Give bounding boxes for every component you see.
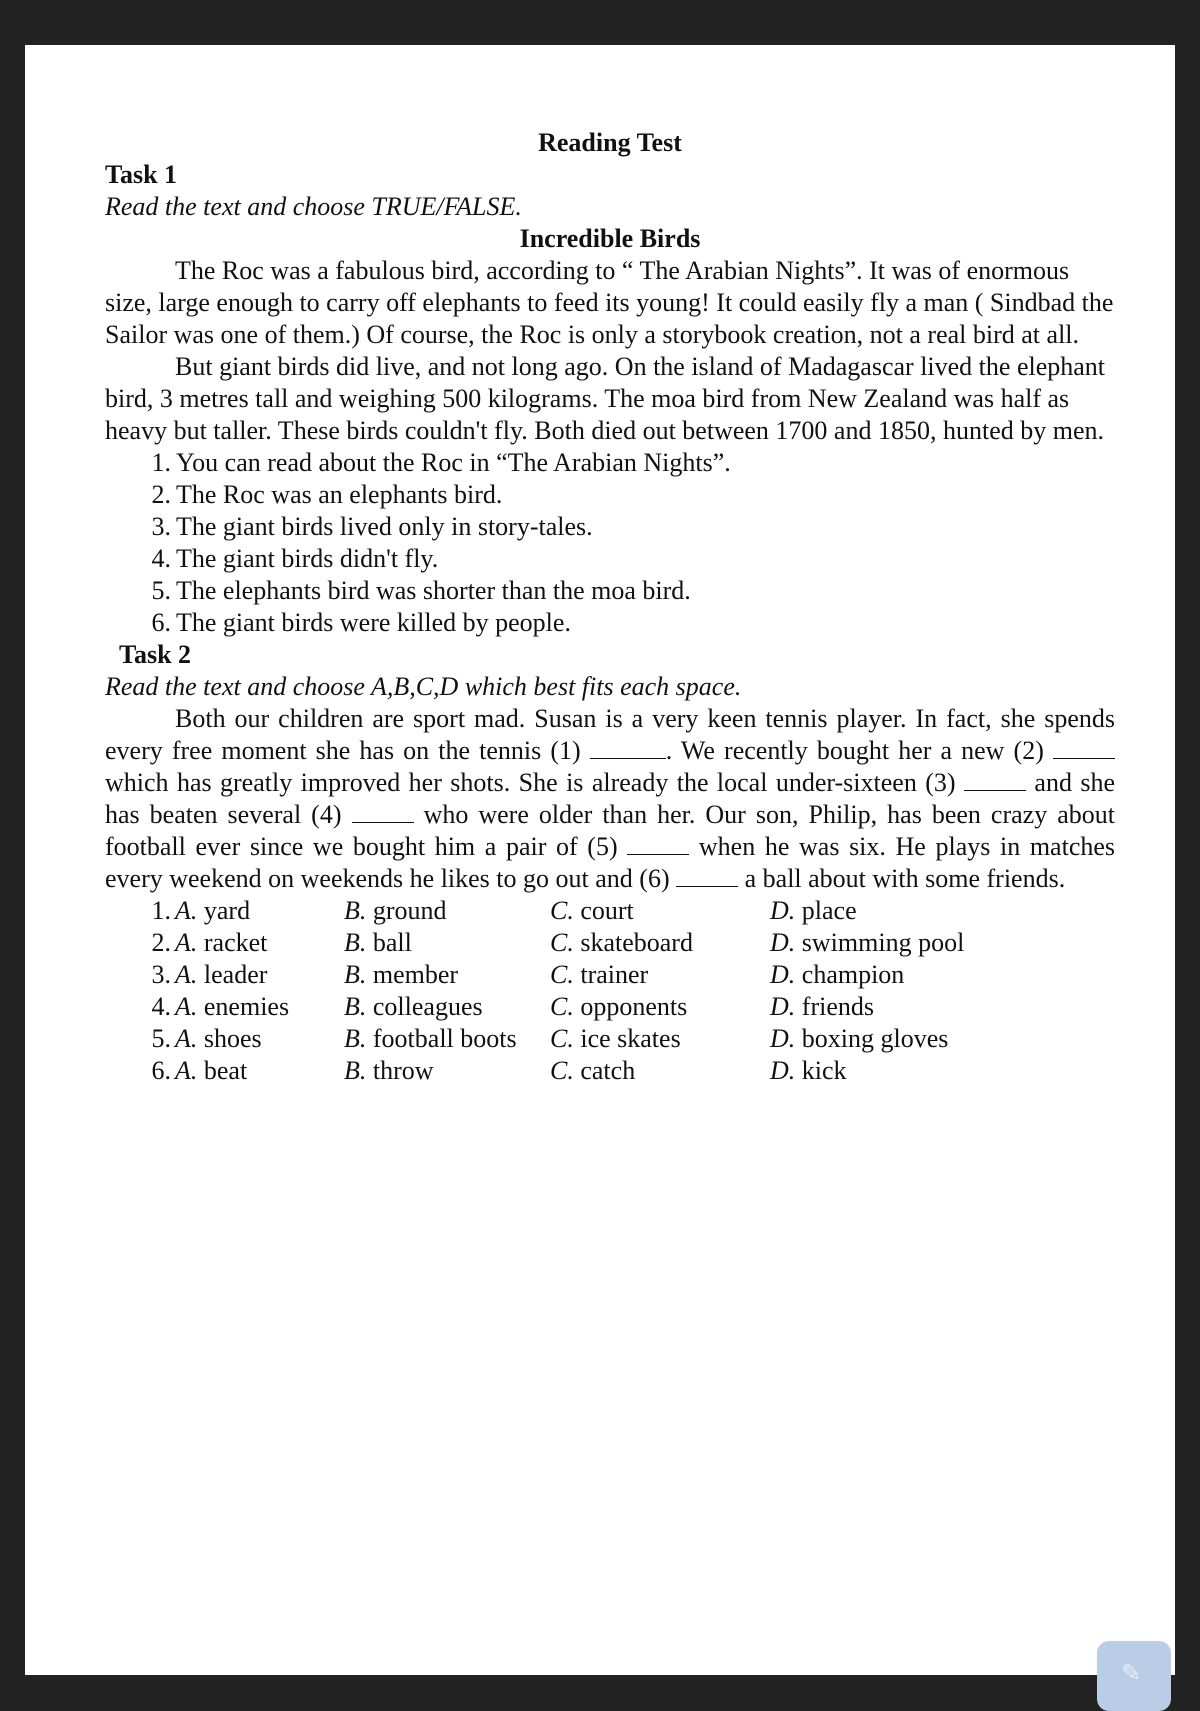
- option-a: [175, 1055, 344, 1087]
- edit-pencil-icon: ✎: [1121, 1659, 1142, 1687]
- question-number: 4.: [151, 992, 171, 1021]
- page-title: Reading Test: [538, 128, 682, 157]
- answer-blank-3: [964, 768, 1026, 791]
- statement-item: [105, 575, 1115, 607]
- option-b: [344, 895, 550, 927]
- passage-segment: and she has beaten several (4): [105, 768, 1116, 829]
- option-a: [175, 927, 344, 959]
- option-letter: B.: [344, 928, 367, 957]
- option-letter: D.: [770, 896, 796, 925]
- option-a: [175, 991, 344, 1023]
- answer-blank-5: [627, 832, 689, 855]
- option-letter: A.: [175, 928, 198, 957]
- option-d: [770, 959, 1030, 991]
- option-text: leader: [203, 960, 268, 989]
- option-letter: B.: [344, 960, 367, 989]
- option-letter: B.: [344, 1056, 367, 1085]
- answer-options-table: [105, 895, 1115, 1087]
- option-text: colleagues: [372, 992, 483, 1021]
- option-d: [770, 1023, 1030, 1055]
- option-text: swimming pool: [801, 928, 965, 957]
- passage-segment: who were older than her. Our son, Philip, has been crazy about football ever since we bought him a pair of (5): [105, 800, 1115, 861]
- option-a: [175, 895, 344, 927]
- statement-item: [105, 511, 1115, 543]
- statement-item: [105, 447, 1115, 479]
- option-text: football boots: [372, 1024, 517, 1053]
- options-row: [105, 927, 1115, 959]
- task2-heading: Task 2: [119, 640, 192, 669]
- task1-instruction: Read the text and choose TRUE/FALSE.: [105, 192, 522, 221]
- options-row: [105, 991, 1115, 1023]
- passage-segment: a ball about with some friends.: [744, 864, 1066, 893]
- option-text: court: [580, 896, 634, 925]
- option-text: member: [372, 960, 459, 989]
- option-text: trainer: [580, 960, 649, 989]
- passage-segment: which has greatly improved her shots. She is already the local under-sixteen (3): [105, 768, 956, 797]
- option-text: beat: [203, 1056, 248, 1085]
- gap-fill-passage: [105, 703, 1115, 895]
- question-number: 6.: [151, 1056, 171, 1085]
- option-letter: C.: [550, 928, 574, 957]
- option-letter: C.: [550, 1056, 574, 1085]
- question-number: 2.: [151, 928, 171, 957]
- option-c: [550, 991, 770, 1023]
- option-d: [770, 895, 1030, 927]
- document-content: [105, 127, 1115, 1087]
- edit-floating-button[interactable]: [1097, 1641, 1171, 1711]
- option-letter: B.: [344, 992, 367, 1021]
- statement-item: [105, 607, 1115, 639]
- statement-text: The elephants bird was shorter than the moa bird.: [176, 576, 691, 605]
- statement-number: 2.: [151, 480, 171, 509]
- option-letter: B.: [344, 1024, 367, 1053]
- statement-list: [105, 447, 1115, 639]
- option-letter: A.: [175, 1056, 198, 1085]
- option-letter: C.: [550, 896, 574, 925]
- option-b: [344, 959, 550, 991]
- passage-segment: when he was six. He plays in matches every weekend on weekends he likes to go out and (6): [105, 832, 1116, 893]
- option-c: [550, 1023, 770, 1055]
- statement-number: 4.: [151, 544, 171, 573]
- paragraph-1: The Roc was a fabulous bird, according to “ The Arabian Nights”. It was of enormous size, large enough to carry off elephants to feed its young! It could easily fly a man ( Sindbad the Sailor was one of them.) Of course, the Roc is only a storybook creation, not a real bird at all.: [105, 256, 1114, 349]
- passage-segment: Both our children are sport mad. Susan is a very keen tennis player. In fact, she spends every free moment she has on the tennis (1): [105, 704, 1115, 765]
- answer-blank-2: [1053, 736, 1115, 759]
- question-number: 1.: [151, 896, 171, 925]
- option-text: racket: [203, 928, 268, 957]
- option-text: champion: [801, 960, 905, 989]
- options-row: [105, 959, 1115, 991]
- statement-number: 3.: [151, 512, 171, 541]
- statement-text: The giant birds lived only in story-tales.: [176, 512, 593, 541]
- option-text: ball: [372, 928, 412, 957]
- statement-text: The giant birds didn't fly.: [176, 544, 439, 573]
- option-text: catch: [580, 1056, 636, 1085]
- options-row: [105, 895, 1115, 927]
- option-c: [550, 927, 770, 959]
- option-letter: A.: [175, 992, 198, 1021]
- option-b: [344, 1023, 550, 1055]
- statement-number: 5.: [151, 576, 171, 605]
- option-text: place: [801, 896, 857, 925]
- answer-blank-4: [352, 800, 414, 823]
- option-text: ice skates: [580, 1024, 681, 1053]
- option-c: [550, 959, 770, 991]
- option-text: enemies: [203, 992, 290, 1021]
- statement-item: [105, 543, 1115, 575]
- statement-text: The Roc was an elephants bird.: [176, 480, 503, 509]
- question-number: 3.: [151, 960, 171, 989]
- option-a: [175, 1023, 344, 1055]
- option-a: [175, 959, 344, 991]
- statement-text: You can read about the Roc in “The Arabian Nights”.: [176, 448, 731, 477]
- option-letter: C.: [550, 1024, 574, 1053]
- option-letter: A.: [175, 1024, 198, 1053]
- option-b: [344, 927, 550, 959]
- statement-number: 6.: [151, 608, 171, 637]
- options-row: [105, 1023, 1115, 1055]
- option-text: opponents: [580, 992, 688, 1021]
- option-letter: D.: [770, 928, 796, 957]
- option-text: skateboard: [580, 928, 693, 957]
- answer-blank-1: [590, 736, 666, 759]
- task1-heading: Task 1: [105, 160, 178, 189]
- statement-text: The giant birds were killed by people.: [176, 608, 571, 637]
- passage-segment: . We recently bought her a new (2): [665, 736, 1044, 765]
- option-letter: D.: [770, 960, 796, 989]
- option-d: [770, 1055, 1030, 1087]
- options-row: [105, 1055, 1115, 1087]
- option-letter: D.: [770, 1024, 796, 1053]
- option-text: kick: [801, 1056, 847, 1085]
- question-number: 5.: [151, 1024, 171, 1053]
- option-d: [770, 927, 1030, 959]
- option-text: friends: [801, 992, 874, 1021]
- option-d: [770, 991, 1030, 1023]
- option-letter: C.: [550, 960, 574, 989]
- option-c: [550, 1055, 770, 1087]
- task2-instruction: Read the text and choose A,B,C,D which best fits each space.: [105, 672, 742, 701]
- option-letter: C.: [550, 992, 574, 1021]
- option-b: [344, 991, 550, 1023]
- text-title: Incredible Birds: [519, 224, 701, 253]
- option-letter: B.: [344, 896, 367, 925]
- option-letter: A.: [175, 960, 198, 989]
- option-c: [550, 895, 770, 927]
- answer-blank-6: [676, 864, 738, 887]
- option-text: throw: [372, 1056, 434, 1085]
- option-text: yard: [203, 896, 251, 925]
- option-text: shoes: [203, 1024, 262, 1053]
- option-letter: D.: [770, 1056, 796, 1085]
- statement-item: [105, 479, 1115, 511]
- option-text: boxing gloves: [801, 1024, 949, 1053]
- option-b: [344, 1055, 550, 1087]
- statement-number: 1.: [151, 448, 171, 477]
- option-letter: D.: [770, 992, 796, 1021]
- document-page: [25, 45, 1175, 1675]
- paragraph-2: But giant birds did live, and not long ago. On the island of Madagascar lived the elephant bird, 3 metres tall and weighing 500 kilograms. The moa bird from New Zealand was half as heavy but taller. These birds couldn't fly. Both died out between 1700 and 1850, hunted by men.: [105, 352, 1106, 445]
- option-text: ground: [372, 896, 447, 925]
- option-letter: A.: [175, 896, 198, 925]
